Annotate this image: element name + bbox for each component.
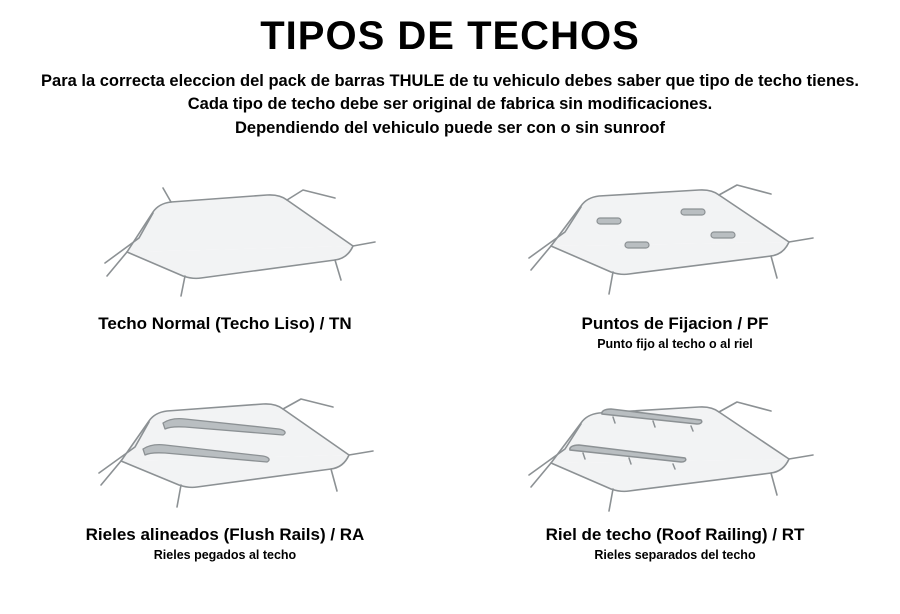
car-roof-fixpoints-icon (485, 168, 865, 308)
roof-type-caption: Techo Normal (Techo Liso) / TN (98, 314, 352, 334)
roof-type-subcaption: Rieles separados del techo (594, 548, 756, 563)
roof-type-card-ra (0, 365, 450, 574)
roof-type-caption: Riel de techo (Roof Railing) / RT (545, 525, 805, 545)
roof-type-card-pf (450, 156, 900, 365)
roof-type-caption: Puntos de Fijacion / PF (581, 314, 769, 334)
roof-type-card-rt (450, 365, 900, 574)
roof-type-caption: Rieles alineados (Flush Rails) / RA (85, 525, 365, 545)
page-title: TIPOS DE TECHOS (260, 14, 640, 58)
car-roof-flush-rails-icon (35, 379, 415, 519)
roof-types-infographic (0, 14, 900, 614)
subtitle-line-3: Dependiendo del vehiculo puede ser con o sin sunroof (235, 118, 665, 137)
roof-type-subcaption: Rieles pegados al techo (153, 548, 297, 563)
subtitle-block (0, 70, 900, 140)
subtitle-line-1: Para la correcta eleccion del pack de barras THULE de tu vehiculo debes saber que tipo de techo tienes. (41, 72, 859, 90)
car-roof-railing-icon (485, 379, 865, 519)
roof-type-card-tn (0, 156, 450, 365)
car-roof-plain-icon (35, 168, 415, 308)
roof-types-grid (0, 156, 900, 574)
roof-type-subcaption: Punto fijo al techo o al riel (597, 337, 753, 352)
subtitle-line-2: Cada tipo de techo debe ser original de fabrica sin modificaciones. (187, 95, 713, 114)
